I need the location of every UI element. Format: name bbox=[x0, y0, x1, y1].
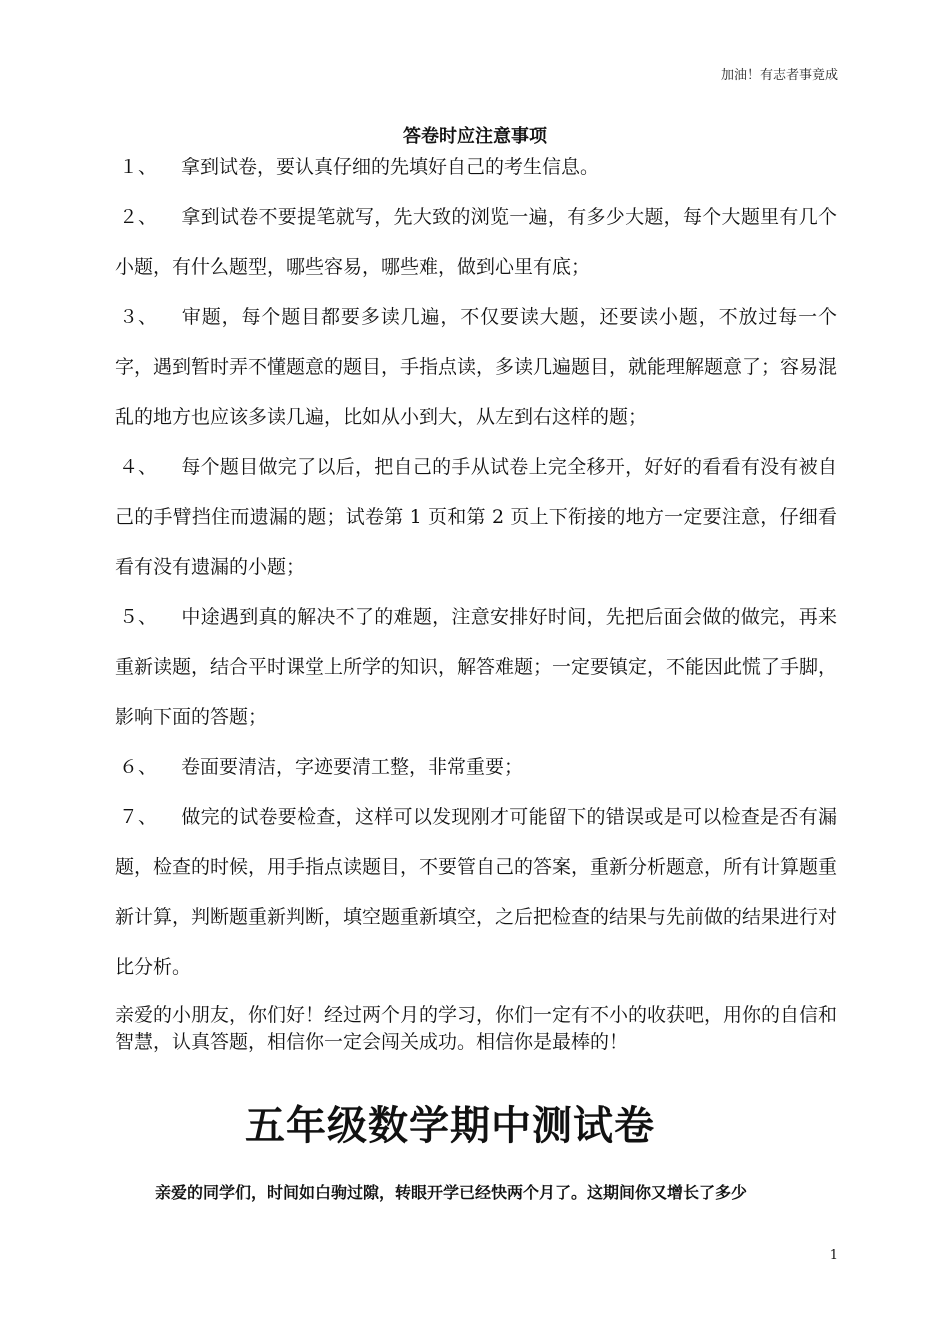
item-number: ２、 bbox=[119, 206, 158, 228]
item-text: 审题，每个题目都要多读几遍，不仅要读大题，还要读小题，不放过每一个字，遇到暂时弄不懂题意的题目，手指点读，多读几遍题目，就能理解题意了；容易混乱的地方也应该多读几遍，比如从小到大，从左到右这样的题； bbox=[115, 306, 838, 428]
item-text: 拿到试卷，要认真仔细的先填好自己的考生信息。 bbox=[175, 156, 600, 178]
item-text: 每个题目做完了以后，把自己的手从试卷上完全移开，好好的看看有没有被自己的手臂挡住而遗漏的题；试卷第 1 页和第 2 页上下衔接的地方一定要注意，仔细看看有没有遗漏的小题； bbox=[115, 456, 837, 578]
item-text: 做完的试卷要检查，这样可以发现刚才可能留下的错误或是可以检查是否有漏题，检查的时候，用手指点读题目，不要管自己的答案，重新分析题意，所有计算题重新计算，判断题重新判断，填空题重新填空，之后把检查的结果与先前做的结果进行对比分析。 bbox=[115, 806, 838, 978]
item-number: ７、 bbox=[119, 806, 158, 828]
intro-paragraph: 亲爱的同学们，时间如白驹过隙，转眼开学已经快两个月了。这期间你又增长了多少 bbox=[155, 1183, 748, 1202]
item-text: 拿到试卷不要提笔就写，先大致的浏览一遍，有多少大题，每个大题里有几个小题，有什么题型，哪些容易，哪些难，做到心里有底； bbox=[115, 206, 837, 278]
item-number: ５、 bbox=[119, 606, 158, 628]
list-item bbox=[115, 292, 837, 442]
exam-title: 五年级数学期中测试卷 bbox=[245, 1103, 655, 1149]
list-item bbox=[115, 592, 837, 742]
greeting-paragraph: 亲爱的小朋友，你们好！经过两个月的学习，你们一定有不小的收获吧，用你的自信和智慧，认真答题，相信你一定会闯关成功。相信你是最棒的！ bbox=[115, 1004, 838, 1053]
notice-list bbox=[115, 142, 837, 992]
list-item bbox=[115, 142, 837, 192]
item-number: １、 bbox=[119, 156, 158, 178]
list-item bbox=[115, 442, 837, 592]
item-number: ６、 bbox=[119, 756, 158, 778]
list-item bbox=[115, 192, 837, 292]
page-number: 1 bbox=[829, 1248, 838, 1263]
item-text: 卷面要清洁，字迹要清工整，非常重要； bbox=[175, 756, 524, 778]
page-title: 答卷时应注意事项 bbox=[403, 126, 547, 147]
list-item bbox=[115, 792, 837, 992]
item-text: 中途遇到真的解决不了的难题，注意安排好时间，先把后面会做的做完，再来重新读题，结合平时课堂上所学的知识，解答难题；一定要镇定，不能因此慌了手脚，影响下面的答题； bbox=[115, 606, 838, 728]
header-motto: 加油！有志者事竟成 bbox=[720, 68, 838, 83]
list-item bbox=[115, 742, 837, 792]
item-number: ３、 bbox=[119, 306, 158, 328]
item-number: ４、 bbox=[119, 456, 158, 478]
